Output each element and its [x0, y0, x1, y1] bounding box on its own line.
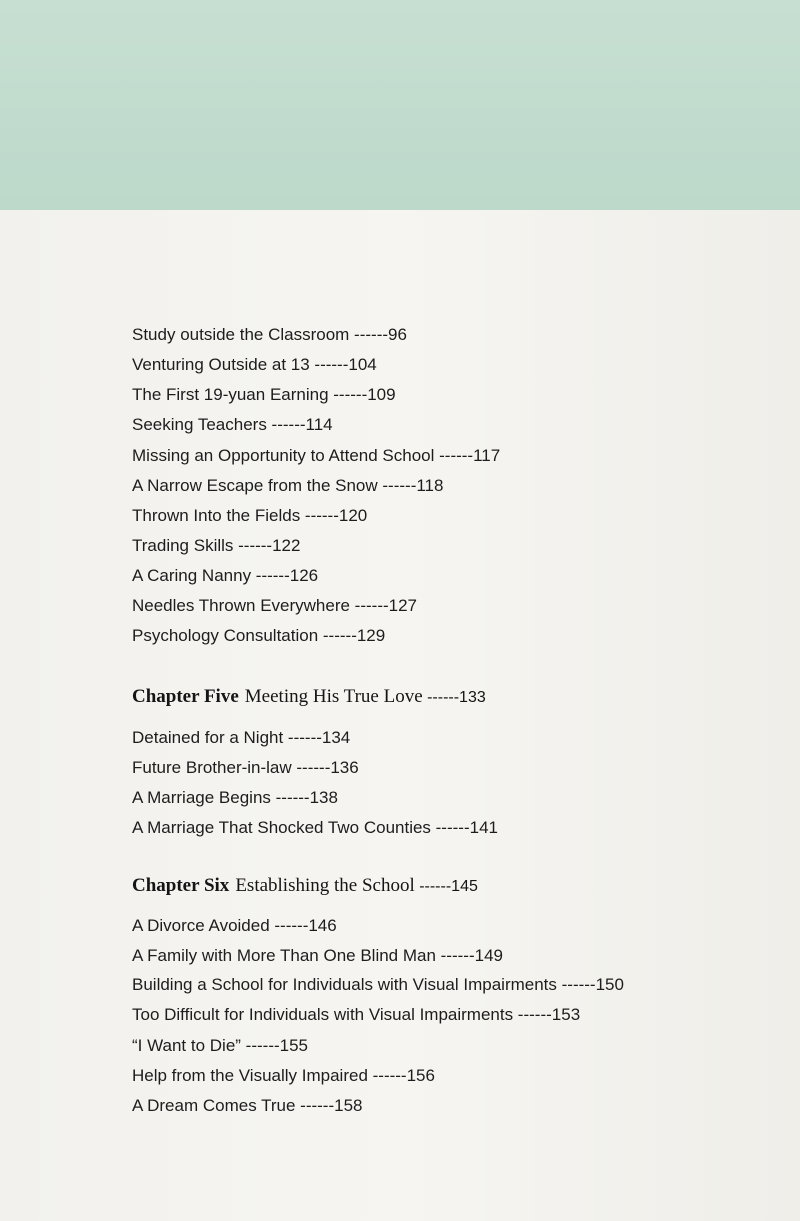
toc-entry: Venturing Outside at 13 ------104: [132, 355, 377, 374]
chapter-page: ------145: [414, 878, 478, 895]
chapter-title: Establishing the School: [235, 875, 415, 896]
toc-entry: Seeking Teachers ------114: [132, 415, 333, 434]
toc-entry: Trading Skills ------122: [132, 536, 301, 555]
toc-entry: The First 19-yuan Earning ------109: [132, 385, 396, 404]
chapter-five-heading: [132, 684, 486, 711]
chapter-title: Meeting His True Love: [244, 686, 423, 707]
toc-entry: Psychology Consultation ------129: [132, 626, 386, 645]
cover-band: [0, 0, 800, 210]
toc-entry: Building a School for Individuals with Visual Impairments ------150: [132, 975, 624, 994]
toc-entry: A Narrow Escape from the Snow ------118: [132, 476, 444, 495]
chapter-page: ------133: [422, 689, 486, 706]
toc-entry: Study outside the Classroom ------96: [132, 325, 407, 344]
toc-entry: Too Difficult for Individuals with Visual Impairments ------153: [132, 1005, 581, 1024]
toc-entry: Future Brother-in-law ------136: [132, 758, 359, 777]
toc-entry: Thrown Into the Fields ------120: [132, 506, 368, 525]
toc-entry: Detained for a Night ------134: [132, 728, 351, 747]
toc-entry: A Marriage That Shocked Two Counties ------141: [132, 818, 498, 837]
toc-entry: A Dream Comes True ------158: [132, 1096, 363, 1115]
toc-entry: A Marriage Begins ------138: [132, 788, 338, 807]
chapter-label: Chapter Five: [132, 686, 239, 707]
toc-entry: A Divorce Avoided ------146: [132, 916, 337, 935]
toc-entry: A Caring Nanny ------126: [132, 566, 319, 585]
toc-entry: Help from the Visually Impaired ------156: [132, 1066, 435, 1085]
toc-entry: “I Want to Die” ------155: [132, 1036, 309, 1055]
toc-entry: Missing an Opportunity to Attend School ------117: [132, 446, 501, 465]
toc-entry: A Family with More Than One Blind Man ------149: [132, 946, 503, 965]
chapter-six-heading: [132, 873, 478, 900]
chapter-label: Chapter Six: [132, 875, 230, 896]
toc-entry: Needles Thrown Everywhere ------127: [132, 596, 418, 615]
